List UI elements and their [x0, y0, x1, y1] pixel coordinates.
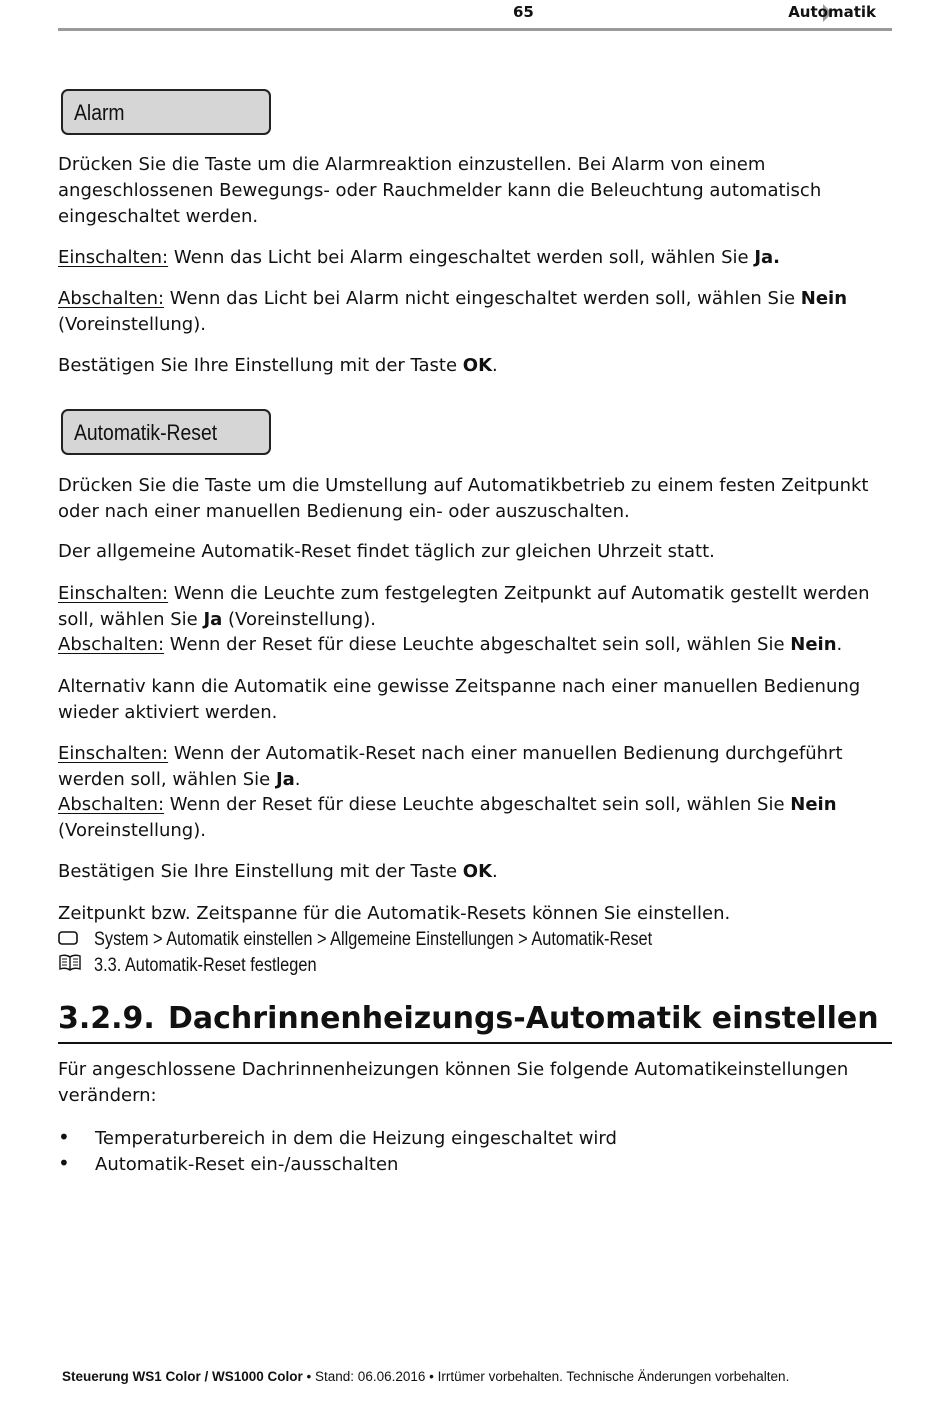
- alarm-on-label: Einschalten:: [58, 247, 169, 268]
- automatik-reset-key-box: [61, 409, 271, 455]
- alarm-key-label: Alarm: [74, 100, 125, 125]
- reset-intro: [58, 473, 892, 525]
- page-footer: [62, 1369, 892, 1384]
- reset-on2-label: Einschalten:: [58, 743, 169, 764]
- reset-on1-suffix: (Voreinstellung).: [222, 609, 376, 630]
- reset-off2-text: Wenn der Reset für diese Leuchte abgeschaltet sein soll, wählen Sie: [164, 794, 791, 815]
- page-number: 65: [513, 3, 534, 21]
- alarm-on-paragraph: [58, 245, 892, 271]
- menu-box-icon: [58, 928, 84, 952]
- reset-alt: [58, 674, 892, 726]
- alarm-on-text: Wenn das Licht bei Alarm eingeschaltet werden soll, wählen Sie: [168, 247, 755, 268]
- ok-key-ref: OK: [462, 355, 493, 376]
- book-reference: [58, 953, 353, 978]
- reset-on1-paragraph: [58, 581, 892, 633]
- reset-off1-paragraph: [58, 632, 892, 658]
- alarm-off-suffix: (Voreinstellung).: [58, 314, 206, 335]
- open-book-icon: [58, 953, 84, 978]
- reset-off1-value: Nein: [790, 634, 837, 655]
- footer-product: Steuerung WS1 Color / WS1000 Color: [62, 1369, 303, 1384]
- reset-off2-label: Abschalten:: [58, 794, 165, 815]
- reset-on2-value: Ja: [275, 769, 295, 790]
- header-section-title: Automatik: [788, 3, 876, 21]
- alarm-off-value: Nein: [800, 288, 848, 309]
- reset-on2-end: .: [294, 769, 301, 790]
- reset-on1-label: Einschalten:: [58, 583, 169, 604]
- page-header: [58, 0, 892, 31]
- reset-off1-text: Wenn der Reset für diese Leuchte abgeschaltet sein soll, wählen Sie: [164, 634, 791, 655]
- alarm-key-box: [61, 89, 271, 135]
- alarm-confirm-text: Bestätigen Sie Ihre Einstellung mit der Taste: [58, 355, 463, 376]
- reset-confirm-end: .: [492, 861, 498, 882]
- menu-path-reference: [58, 928, 743, 952]
- reset-on2-paragraph: [58, 741, 892, 793]
- reset-off2-paragraph: [58, 792, 892, 844]
- automatik-reset-key-label: Automatik-Reset: [74, 420, 218, 445]
- alarm-confirm: [58, 353, 892, 379]
- alarm-confirm-end: .: [492, 355, 498, 376]
- section-intro: [58, 1057, 892, 1109]
- alarm-intro: [58, 152, 892, 230]
- bullet-icon: •: [58, 1125, 70, 1149]
- reset-on1-value: Ja: [203, 609, 223, 630]
- reset-off1-end: .: [836, 634, 843, 655]
- alarm-on-value: Ja.: [754, 247, 780, 268]
- section-number: 3.2.9.: [58, 1001, 155, 1036]
- reset-time-note-text: Zeitpunkt bzw. Zeitspanne für die Automatik-Resets können Sie einstellen.: [58, 903, 731, 924]
- reset-on2-text: Wenn der Automatik-Reset nach einer manuellen Bedienung durchgeführt werden soll, wählen Sie: [58, 743, 843, 790]
- reset-alt-text: Alternativ kann die Automatik eine gewisse Zeitspanne nach einer manuellen Bedienung wieder aktiviert werden.: [58, 676, 861, 723]
- menu-path-text: System > Automatik einstellen > Allgemeine Einstellungen > Automatik-Reset: [94, 929, 653, 951]
- reset-time-note: [58, 901, 892, 927]
- section-heading: [58, 1000, 892, 1044]
- reset-general-text: Der allgemeine Automatik-Reset findet täglich zur gleichen Uhrzeit statt.: [58, 541, 715, 562]
- alarm-off-paragraph: [58, 286, 892, 338]
- footer-notice: • Stand: 06.06.2016 • Irrtümer vorbehalten. Technische Änderungen vorbehalten.: [302, 1369, 790, 1384]
- list-item-text: Automatik-Reset ein-/ausschalten: [95, 1154, 399, 1175]
- reset-confirm-text: Bestätigen Sie Ihre Einstellung mit der Taste: [58, 861, 463, 882]
- bullet-icon: •: [58, 1151, 70, 1175]
- reset-general: [58, 539, 892, 565]
- book-reference-text: 3.3. Automatik-Reset festlegen: [94, 954, 317, 976]
- section-intro-text: Für angeschlossene Dachrinnenheizungen können Sie folgende Automatikeinstellungen verändern:: [58, 1059, 849, 1106]
- reset-confirm: [58, 859, 892, 885]
- reset-off2-suffix: (Voreinstellung).: [58, 820, 206, 841]
- alarm-off-label: Abschalten:: [58, 288, 165, 309]
- list-item-text: Temperaturbereich in dem die Heizung eingeschaltet wird: [95, 1128, 617, 1149]
- reset-off2-value: Nein: [790, 794, 837, 815]
- alarm-intro-text: Drücken Sie die Taste um die Alarmreaktion einzustellen. Bei Alarm von einem angeschlossenen Bewegungs- oder Rauchmelder kann die Beleuchtung automatisch eingeschaltet werden.: [58, 154, 822, 227]
- reset-intro-text: Drücken Sie die Taste um die Umstellung auf Automatikbetrieb zu einem festen Zeitpunkt oder nach einer manuellen Bedienung ein- oder auszuschalten.: [58, 475, 869, 522]
- alarm-off-text: Wenn das Licht bei Alarm nicht eingeschaltet werden soll, wählen Sie: [164, 288, 801, 309]
- reset-off1-label: Abschalten:: [58, 634, 165, 655]
- reset-on1-text: Wenn die Leuchte zum festgelegten Zeitpunkt auf Automatik gestellt werden soll, wählen Sie: [58, 583, 870, 630]
- ok-key-ref: OK: [462, 861, 493, 882]
- list-item: [58, 1150, 398, 1178]
- list-item: [58, 1124, 617, 1152]
- section-title: Dachrinnenheizungs-Automatik einstellen: [168, 1001, 879, 1036]
